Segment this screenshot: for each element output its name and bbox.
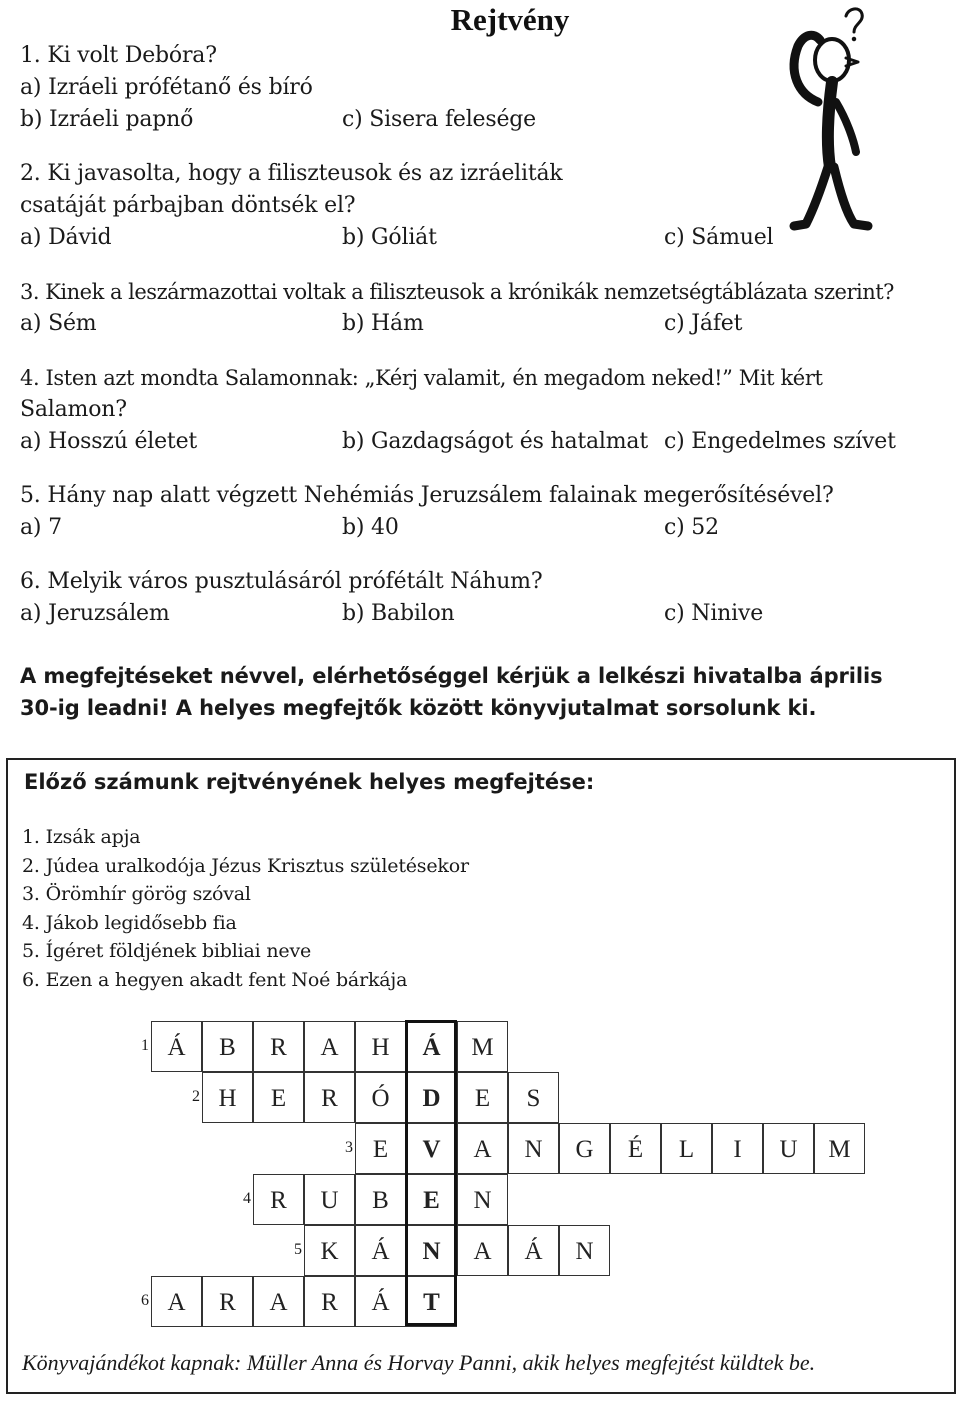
winners-footer: Könyvajándékot kapnak: Müller Anna és Horvay Panni, akik helyes megfejtést küldtek be.: [22, 1350, 816, 1375]
submission-note: A megfejtéseket névvel, elérhetőséggel kérjük a lelkészi hivatalba április 30-ig leadni! A helyes megfejtők között könyvjutalmat sorsolunk ki.: [20, 664, 883, 720]
question-4: [20, 362, 823, 426]
answer-a: a) Dávid: [20, 225, 112, 250]
answer-b: b) Gazdagságot és hatalmat: [342, 429, 648, 454]
grid-cell: R: [304, 1072, 355, 1123]
grid-cell: A: [304, 1021, 355, 1072]
answer-a: a) Hosszú életet: [20, 429, 198, 454]
question-5: 5. Hány nap alatt végzett Nehémiás Jeruzsálem falainak megerősítésével?: [20, 483, 834, 508]
grid-cell: K: [304, 1225, 355, 1276]
grid-cell: U: [304, 1174, 355, 1225]
clue-4: 4. Jákob legidősebb fia: [22, 912, 237, 934]
grid-cell: N: [508, 1123, 559, 1174]
row-number: 2: [192, 1088, 200, 1105]
clue-1: 1. Izsák apja: [22, 826, 141, 848]
answer-c: c) Ninive: [664, 601, 764, 626]
question-2: [20, 158, 563, 222]
grid-cell: E: [457, 1072, 508, 1123]
grid-cell: Á: [151, 1021, 202, 1072]
grid-cell: Á: [508, 1225, 559, 1276]
grid-cell: A: [253, 1276, 304, 1327]
answer-b: b) Góliát: [342, 225, 437, 250]
grid-cell: Ó: [355, 1072, 406, 1123]
grid-cell: A: [457, 1123, 508, 1174]
grid-cell: H: [355, 1021, 406, 1072]
grid-cell: É: [610, 1123, 661, 1174]
grid-cell: N: [406, 1225, 457, 1276]
question-3: 3. Kinek a leszármazottai voltak a filiszteusok a krónikák nemzetségtáblázata szerint?: [20, 280, 894, 304]
answer-a: a) Jeruzsálem: [20, 601, 170, 626]
grid-cell: E: [355, 1123, 406, 1174]
grid-cell: R: [304, 1276, 355, 1327]
grid-cell: E: [253, 1072, 304, 1123]
answer-c: c) Engedelmes szívet: [664, 429, 896, 454]
grid-cell: Á: [406, 1021, 457, 1072]
clue-5: 5. Ígéret földjének bibliai neve: [22, 940, 312, 962]
answer-a: a) Izráeli prófétanő és bíró: [20, 75, 313, 100]
grid-cell: R: [202, 1276, 253, 1327]
row-number: 5: [294, 1241, 302, 1258]
answer-c: c) 52: [664, 515, 719, 540]
grid-cell: T: [406, 1276, 457, 1327]
grid-cell: R: [253, 1174, 304, 1225]
grid-cell: B: [355, 1174, 406, 1225]
question-text-cont: Salamon?: [20, 397, 127, 422]
page-title: Rejtvény: [450, 2, 570, 37]
grid-cell: H: [202, 1072, 253, 1123]
answer-c: c) Sámuel: [664, 225, 774, 250]
answer-a: a) 7: [20, 515, 62, 540]
row-number: 1: [141, 1037, 149, 1054]
clue-6: 6. Ezen a hegyen akadt fent Noé bárkája: [22, 969, 408, 991]
clue-2: 2. Júdea uralkodója Jézus Krisztus születésekor: [22, 855, 469, 877]
answer-c: c) Jáfet: [664, 311, 743, 336]
thinking-man-illustration: [776, 2, 886, 237]
grid-cell: B: [202, 1021, 253, 1072]
question-text: 4. Isten azt mondta Salamonnak: „Kérj valamit, én megadom neked!” Mit kért: [20, 366, 823, 390]
grid-cell: R: [253, 1021, 304, 1072]
grid-cell: M: [814, 1123, 865, 1174]
question-6: 6. Melyik város pusztulásáról prófétált Náhum?: [20, 569, 543, 594]
question-text: 1. Ki volt Debóra?: [20, 43, 217, 68]
grid-cell: A: [457, 1225, 508, 1276]
grid-cell: G: [559, 1123, 610, 1174]
row-number: 4: [243, 1190, 251, 1207]
solution-title: Előző számunk rejtvényének helyes megfejtése:: [24, 770, 595, 794]
answer-b: b) Babilon: [342, 601, 455, 626]
grid-cell: I: [712, 1123, 763, 1174]
grid-cell: U: [763, 1123, 814, 1174]
grid-cell: A: [151, 1276, 202, 1327]
answer-c: c) Sisera felesége: [342, 107, 536, 132]
grid-cell: L: [661, 1123, 712, 1174]
grid-cell: Á: [355, 1276, 406, 1327]
answer-b: b) Hám: [342, 311, 424, 336]
answer-b: b) Izráeli papnő: [20, 107, 194, 132]
grid-cell: N: [559, 1225, 610, 1276]
answer-a: a) Sém: [20, 311, 97, 336]
grid-cell: Á: [355, 1225, 406, 1276]
question-1: [20, 40, 313, 104]
row-number: 6: [141, 1292, 149, 1309]
row-number: 3: [345, 1139, 353, 1156]
grid-cell: M: [457, 1021, 508, 1072]
grid-cell: S: [508, 1072, 559, 1123]
question-text-cont: csatáját párbajban döntsék el?: [20, 193, 356, 218]
question-text: 2. Ki javasolta, hogy a filiszteusok és az izráeliták: [20, 161, 563, 186]
grid-cell: D: [406, 1072, 457, 1123]
clue-3: 3. Örömhír görög szóval: [22, 883, 251, 905]
grid-cell: E: [406, 1174, 457, 1225]
grid-cell: N: [457, 1174, 508, 1225]
answer-b: b) 40: [342, 515, 399, 540]
grid-cell: V: [406, 1123, 457, 1174]
